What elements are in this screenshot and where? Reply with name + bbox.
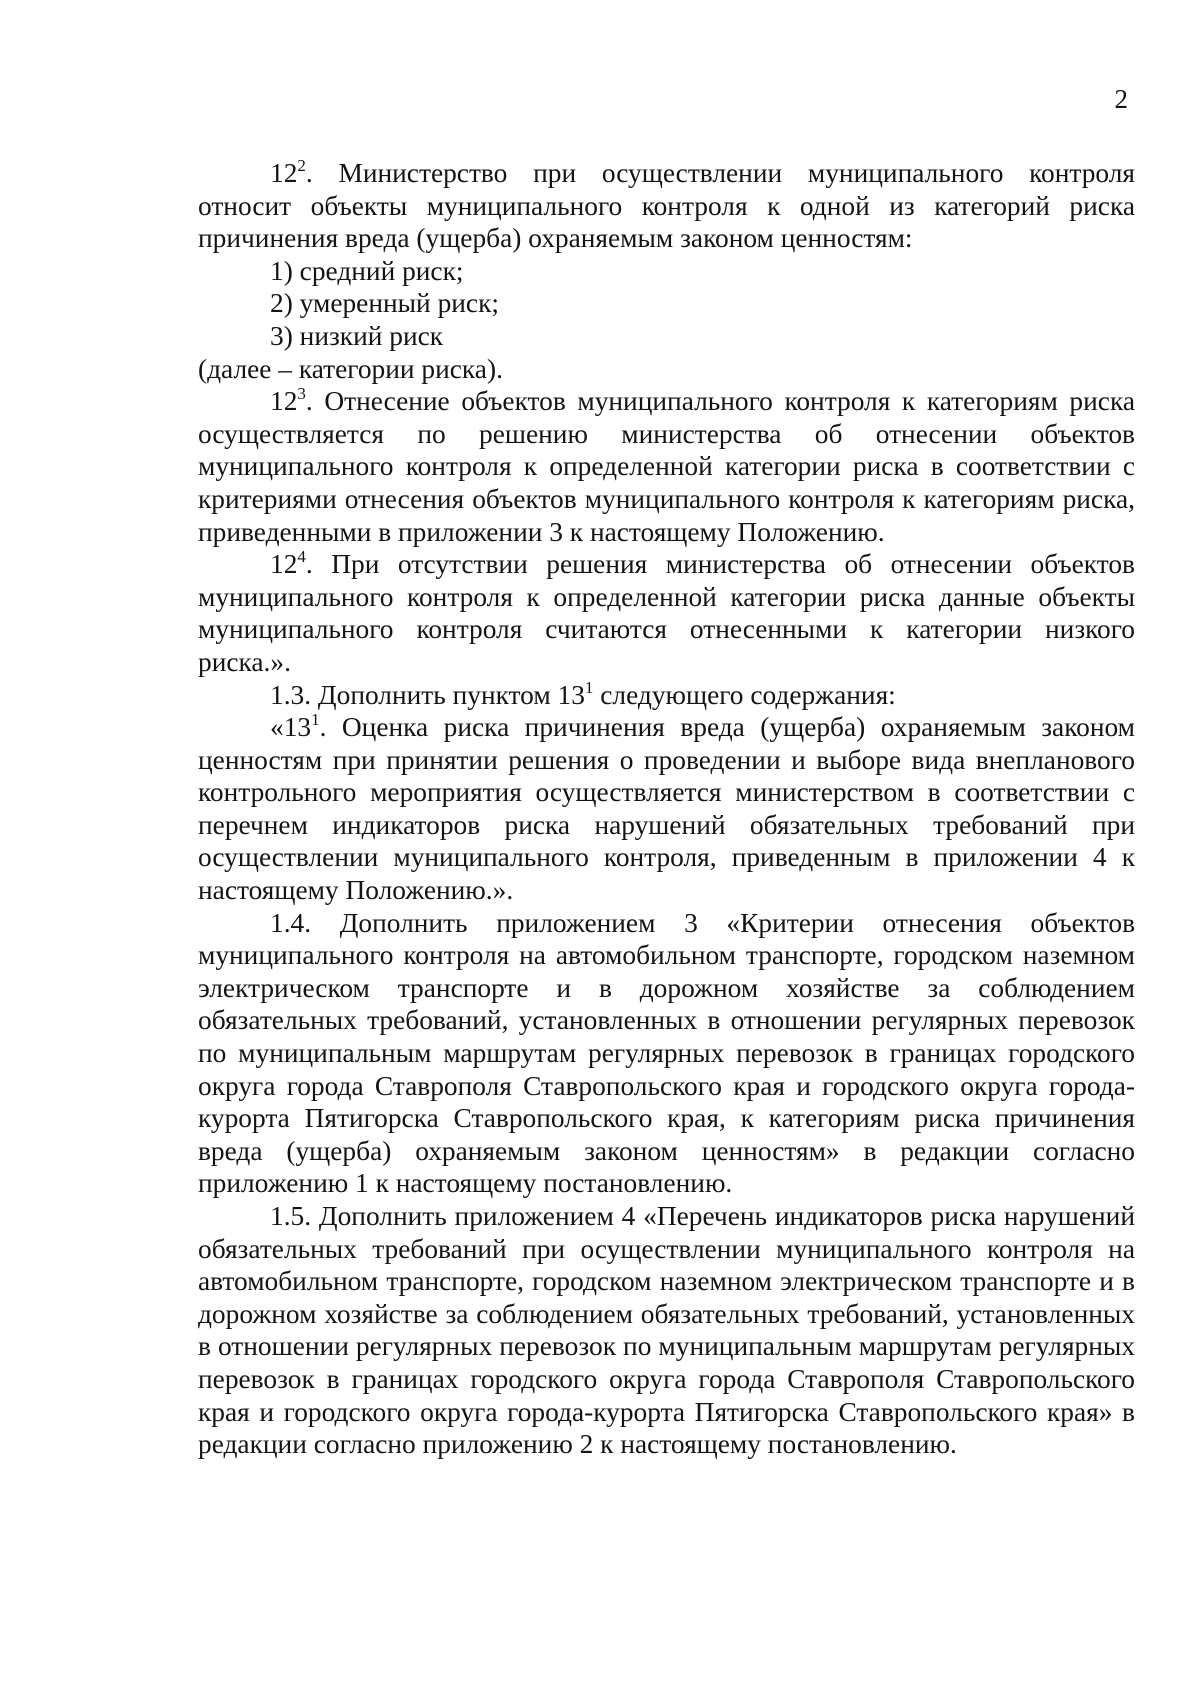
list-conclusion: (далее – категории риска). (198, 353, 503, 384)
paragraph-12-2 (198, 157, 1135, 255)
paragraph-number: 12 (270, 158, 298, 188)
paragraph-text: . При отсутствии решения министерства об отнесении объектов муниципального контроля к определенной категории риска данные объекты муниципального контроля считаются отнесенными к категории низкого риска.». (198, 549, 1135, 677)
paragraph-superscript: 1 (584, 677, 594, 697)
paragraph-1-5: 1.5. Дополнить приложением 4 «Перечень индикаторов риска нарушений обязательных требований при осуществлении муниципального контроля на автомобильном транспорте, городском наземном электрическом транспорте и в дорожном хозяйстве за соблюдением обязательных требований, установленных в отношении регулярных перевозок по муниципальным маршрутам регулярных перевозок в границах городского округа города Ставрополя Ставропольского края и городского округа города-курорта Пятигорска Ставропольского края» в редакции согласно приложению 2 к настоящему постановлению. (198, 1201, 1135, 1460)
page-number: 2 (1114, 84, 1128, 114)
list-item: 1) средний риск; (270, 255, 464, 286)
paragraph-superscript: 4 (297, 547, 306, 567)
paragraph-superscript: 1 (311, 710, 320, 730)
paragraph-text: . Отнесение объектов муниципального контроля к категориям риска осуществляется по решению министерства об отнесении объектов муниципального контроля к определенной категории риска в соответствии с критериями отнесения объектов муниципального контроля к категориям риска, приведенными в приложении 3 к настоящему Положению. (198, 386, 1135, 547)
paragraph-number: «13 (270, 712, 312, 743)
paragraph-superscript: 3 (297, 384, 306, 404)
paragraph-number: 12 (270, 386, 298, 417)
list-item: 2) умеренный риск; (270, 288, 499, 319)
paragraph-12-3 (198, 385, 1135, 548)
paragraph-1-3 (198, 679, 1135, 712)
paragraph-1-4: 1.4. Дополнить приложением 3 «Критерии отнесения объектов муниципального контроля на автомобильном транспорте, городском наземном электрическом транспорте и в дорожном хозяйстве за соблюдением обязательных требований, установленных в отношении регулярных перевозок по муниципальным маршрутам регулярных перевозок в границах городского округа города Ставрополя Ставропольского края и городского округа города-курорта Пятигорска Ставропольского края, к категориям риска причинения вреда (ущерба) охраняемым законом ценностям» в редакции согласно приложению 1 к настоящему постановлению. (198, 907, 1135, 1199)
document-body (198, 157, 1135, 1461)
paragraph-superscript: 2 (297, 156, 306, 175)
list-item: 3) низкий риск (270, 320, 444, 351)
paragraph-13-1 (198, 711, 1135, 907)
paragraph-text: следующего содержания: (593, 679, 896, 710)
paragraph-text: . Министерство при осуществлении муниципального контроля относит объекты муниципального контроля к одной из категорий риска причинения вреда (ущерба) охраняемым законом ценностям: (198, 158, 1135, 254)
paragraph-text: . Оценка риска причинения вреда (ущерба) охраняемым законом ценностям при принятии решения о проведении и выборе вида внепланового контрольного мероприятия осуществляется министерством в соответствии с перечнем индикаторов риска нарушений обязательных требований при осуществлении муниципального контроля, приведенным в приложении 4 к настоящему Положению.». (198, 712, 1135, 906)
paragraph-text: 1.3. Дополнить пунктом 13 (270, 679, 585, 710)
paragraph-12-4 (198, 548, 1135, 678)
paragraph-number: 12 (270, 549, 298, 580)
